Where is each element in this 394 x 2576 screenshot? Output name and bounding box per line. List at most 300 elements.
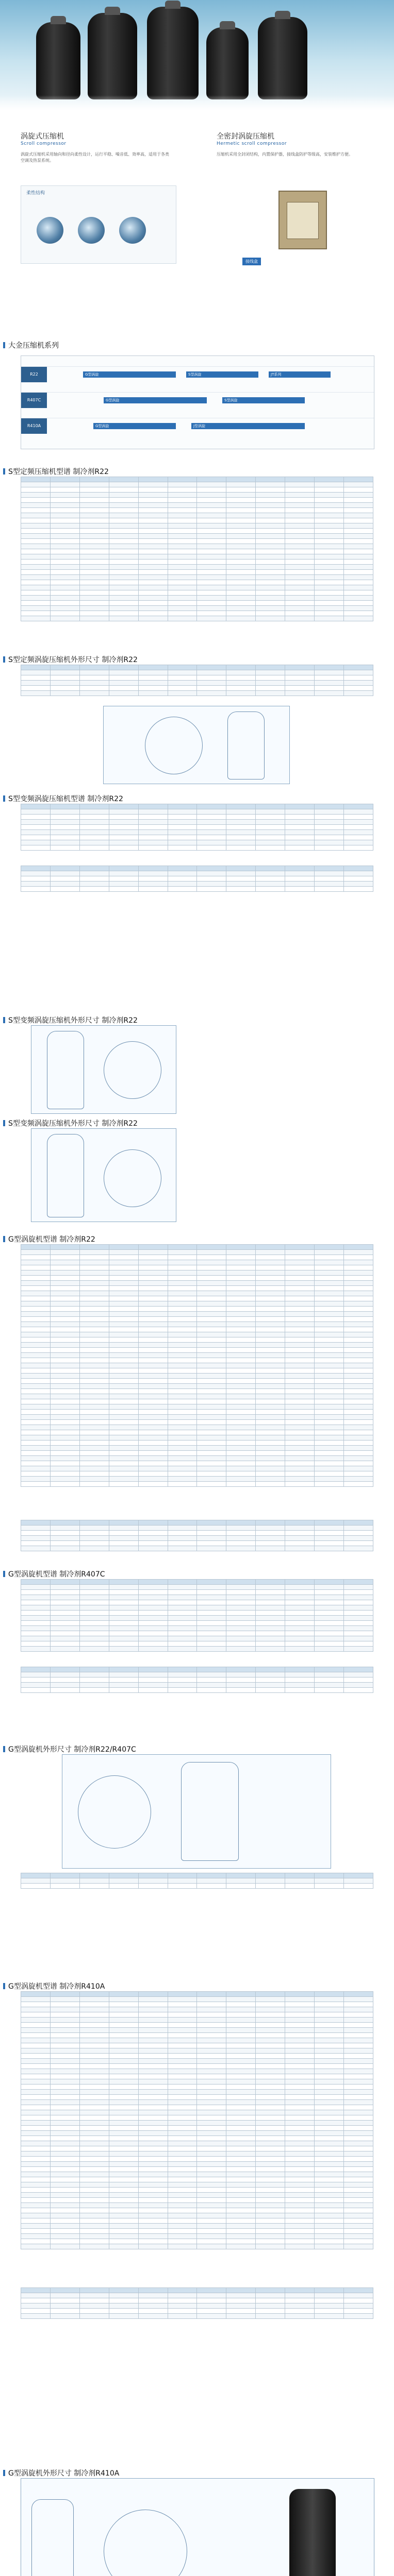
- scroll-disc-image: [78, 217, 105, 244]
- table-cell: [168, 675, 197, 681]
- table-cell: [50, 2059, 79, 2064]
- table-cell: [138, 887, 168, 892]
- table-cell: [79, 681, 109, 686]
- table-cell: [226, 2038, 256, 2043]
- table-cell: [285, 670, 315, 675]
- table-cell: [168, 1531, 197, 1536]
- table-cell: [21, 882, 51, 887]
- table-cell: [138, 534, 168, 539]
- table-cell: [109, 2177, 138, 2182]
- table-cell: [343, 2043, 373, 2048]
- table-cell: [197, 2293, 226, 2298]
- table-cell: [343, 1683, 373, 1688]
- table-cell: [168, 487, 197, 493]
- table-cell: [79, 845, 109, 851]
- table-cell: [168, 2110, 197, 2115]
- table-cell: [256, 1616, 285, 1621]
- table-cell: [197, 2203, 226, 2208]
- table-cell: [343, 1281, 373, 1286]
- table-cell: [109, 1992, 138, 1997]
- table-cell: [226, 1281, 256, 1286]
- table-cell: [226, 1265, 256, 1270]
- table-cell: [343, 2105, 373, 2110]
- table-cell: [79, 2110, 109, 2115]
- table-cell: [197, 1296, 226, 1301]
- table-cell: [79, 1389, 109, 1394]
- table-cell: [343, 1580, 373, 1585]
- table-row: [21, 675, 373, 681]
- table-cell: [50, 2136, 79, 2141]
- table-cell: [109, 2121, 138, 2126]
- table-cell: [285, 820, 315, 825]
- table-row: [21, 686, 373, 691]
- table-cell: [109, 2198, 138, 2203]
- table-cell: [109, 534, 138, 539]
- table-cell: [256, 580, 285, 585]
- table-cell: [109, 1260, 138, 1265]
- table-cell: [197, 1379, 226, 1384]
- table-row: [21, 2095, 373, 2100]
- table-cell: [168, 616, 197, 621]
- table-cell: [226, 1348, 256, 1353]
- table-cell: [315, 1394, 344, 1399]
- table-cell: [138, 1585, 168, 1590]
- table-cell: [285, 2167, 315, 2172]
- table-cell: [315, 1327, 344, 1332]
- table-cell: [50, 2069, 79, 2074]
- table-cell: [21, 2012, 51, 2018]
- table-cell: [138, 2043, 168, 2048]
- table-cell: [256, 871, 285, 876]
- table-cell: [168, 1374, 197, 1379]
- table-cell: [21, 665, 51, 670]
- table-cell: [343, 1410, 373, 1415]
- table-cell: [50, 1546, 79, 1551]
- table-cell: [138, 2288, 168, 2293]
- table-cell: [226, 2177, 256, 2182]
- table-cell: [315, 1410, 344, 1415]
- table-cell: [285, 2203, 315, 2208]
- table-cell: [285, 1446, 315, 1451]
- table-row: [21, 1641, 373, 1647]
- table-cell: [138, 691, 168, 696]
- table-cell: [168, 1291, 197, 1296]
- table-cell: [79, 1301, 109, 1307]
- table-cell: [315, 565, 344, 570]
- table-cell: [21, 585, 51, 590]
- table-cell: [285, 1317, 315, 1322]
- table-cell: [256, 2208, 285, 2213]
- table-cell: [197, 549, 226, 554]
- section-title: G型涡旋机型谱 制冷剂R22: [0, 1234, 95, 1244]
- table-cell: [168, 887, 197, 892]
- table-cell: [315, 2203, 344, 2208]
- table-cell: [109, 1631, 138, 1636]
- table-cell: [315, 1281, 344, 1286]
- table-cell: [50, 1255, 79, 1260]
- table-cell: [256, 596, 285, 601]
- table-cell: [315, 1626, 344, 1631]
- table-cell: [79, 1363, 109, 1368]
- table-cell: [285, 1456, 315, 1461]
- table-cell: [226, 2303, 256, 2309]
- table-row: [21, 1389, 373, 1394]
- table-cell: [226, 882, 256, 887]
- table-cell: [197, 1884, 226, 1889]
- table-cell: [109, 1425, 138, 1430]
- table-cell: [168, 815, 197, 820]
- table-cell: [21, 2007, 51, 2012]
- table-cell: [315, 2314, 344, 2319]
- table-cell: [138, 1281, 168, 1286]
- table-cell: [168, 1358, 197, 1363]
- table-cell: [168, 482, 197, 487]
- table-cell: [343, 1611, 373, 1616]
- table-row: [21, 1348, 373, 1353]
- table-cell: [285, 565, 315, 570]
- table-cell: [256, 565, 285, 570]
- table-cell: [285, 1616, 315, 1621]
- table-cell: [79, 503, 109, 508]
- table-cell: [315, 2229, 344, 2234]
- table-cell: [343, 2069, 373, 2074]
- table-cell: [315, 1270, 344, 1276]
- table-cell: [21, 1884, 51, 1889]
- table-cell: [168, 2090, 197, 2095]
- table-cell: [256, 670, 285, 675]
- table-cell: [315, 2167, 344, 2172]
- table-cell: [285, 1466, 315, 1471]
- section-title: S型变频涡旋压缩机外形尺寸 制冷剂R22: [0, 1015, 138, 1025]
- table-cell: [138, 1270, 168, 1276]
- table-cell: [285, 2188, 315, 2193]
- table-cell: [79, 1399, 109, 1404]
- table-cell: [197, 1348, 226, 1353]
- table-cell: [285, 1440, 315, 1446]
- table-cell: [315, 2121, 344, 2126]
- table-cell: [79, 2234, 109, 2239]
- table-cell: [50, 2100, 79, 2105]
- table-cell: [79, 2218, 109, 2224]
- table-cell: [109, 1410, 138, 1415]
- table-cell: [343, 616, 373, 621]
- table-cell: [197, 2198, 226, 2203]
- table-cell: [226, 1471, 256, 1477]
- table-row: [21, 1997, 373, 2002]
- table-cell: [138, 665, 168, 670]
- table-cell: [256, 2151, 285, 2157]
- table-cell: [226, 1590, 256, 1595]
- table-cell: [315, 1621, 344, 1626]
- table-cell: [197, 1520, 226, 1526]
- table-cell: [256, 2239, 285, 2244]
- table-cell: [315, 2288, 344, 2293]
- table-cell: [109, 2303, 138, 2309]
- table-cell: [315, 1250, 344, 1255]
- table-cell: [79, 1471, 109, 1477]
- table-cell: [138, 1410, 168, 1415]
- table-cell: [315, 1301, 344, 1307]
- table-cell: [79, 1317, 109, 1322]
- table-cell: [21, 1461, 51, 1466]
- table-cell: [285, 1482, 315, 1487]
- table-cell: [79, 1348, 109, 1353]
- table-row: [21, 887, 373, 892]
- table-cell: [197, 1456, 226, 1461]
- table-cell: [226, 670, 256, 675]
- table-cell: [109, 2182, 138, 2188]
- table-cell: [168, 2100, 197, 2105]
- table-row: [21, 1600, 373, 1605]
- table-cell: [343, 1420, 373, 1425]
- table-cell: [285, 1245, 315, 1250]
- table-cell: [226, 1435, 256, 1440]
- table-cell: [168, 1410, 197, 1415]
- table-cell: [343, 477, 373, 482]
- table-row: [21, 2177, 373, 2182]
- table-cell: [285, 596, 315, 601]
- table-cell: [315, 2208, 344, 2213]
- table-cell: [226, 840, 256, 845]
- table-cell: [109, 1541, 138, 1546]
- table-cell: [79, 665, 109, 670]
- dimension-drawing: [31, 1025, 176, 1114]
- table-cell: [109, 2059, 138, 2064]
- table-cell: [168, 2213, 197, 2218]
- table-cell: [21, 513, 51, 518]
- table-cell: [226, 503, 256, 508]
- table-cell: [256, 2090, 285, 2095]
- table-cell: [226, 477, 256, 482]
- table-cell: [168, 518, 197, 523]
- table-cell: [50, 804, 79, 809]
- table-cell: [343, 1616, 373, 1621]
- table-cell: [21, 1520, 51, 1526]
- table-cell: [197, 2288, 226, 2293]
- table-cell: [315, 1466, 344, 1471]
- table-cell: [315, 1425, 344, 1430]
- table-cell: [343, 2182, 373, 2188]
- table-cell: [343, 1425, 373, 1430]
- table-cell: [256, 1466, 285, 1471]
- table-cell: [79, 2069, 109, 2074]
- table-cell: [256, 2069, 285, 2074]
- table-row: [21, 2151, 373, 2157]
- table-cell: [168, 2121, 197, 2126]
- table-cell: [315, 2293, 344, 2298]
- table-cell: [79, 2033, 109, 2038]
- table-cell: [285, 2229, 315, 2234]
- table-cell: [315, 554, 344, 560]
- table-cell: [79, 1312, 109, 1317]
- table-cell: [197, 1317, 226, 1322]
- table-cell: [197, 575, 226, 580]
- table-cell: [197, 1667, 226, 1672]
- table-cell: [343, 2203, 373, 2208]
- table-cell: [79, 1446, 109, 1451]
- table-cell: [315, 1992, 344, 1997]
- table-cell: [343, 876, 373, 882]
- table-cell: [315, 835, 344, 840]
- table-cell: [50, 2224, 79, 2229]
- table-cell: [109, 1384, 138, 1389]
- table-cell: [285, 2141, 315, 2146]
- table-cell: [109, 2244, 138, 2249]
- table-cell: [315, 1276, 344, 1281]
- table-cell: [315, 2303, 344, 2309]
- table-cell: [50, 1368, 79, 1374]
- table-cell: [21, 1611, 51, 1616]
- table-cell: [285, 1312, 315, 1317]
- table-cell: [256, 1312, 285, 1317]
- table-cell: [256, 487, 285, 493]
- table-cell: [343, 1276, 373, 1281]
- table-cell: [285, 1605, 315, 1611]
- table-cell: [343, 1250, 373, 1255]
- table-cell: [168, 508, 197, 513]
- table-cell: [343, 2229, 373, 2234]
- table-cell: [138, 611, 168, 616]
- table-cell: [79, 523, 109, 529]
- table-cell: [226, 2048, 256, 2054]
- table-cell: [168, 2208, 197, 2213]
- table-cell: [226, 2213, 256, 2218]
- table-cell: [315, 1616, 344, 1621]
- spec-table: [21, 1991, 373, 2249]
- table-cell: [256, 887, 285, 892]
- table-cell: [168, 549, 197, 554]
- table-cell: [79, 1374, 109, 1379]
- table-cell: [21, 1374, 51, 1379]
- table-cell: [226, 691, 256, 696]
- table-cell: [168, 1332, 197, 1337]
- table-cell: [50, 1647, 79, 1652]
- table-cell: [50, 675, 79, 681]
- table-cell: [197, 1631, 226, 1636]
- table-cell: [315, 1245, 344, 1250]
- table-cell: [256, 1286, 285, 1291]
- table-cell: [168, 1526, 197, 1531]
- table-cell: [21, 611, 51, 616]
- table-cell: [285, 2069, 315, 2074]
- table-cell: [21, 1250, 51, 1255]
- matrix-row: R22 G型涡旋 S型涡旋 JT系列: [21, 366, 374, 382]
- table-cell: [197, 845, 226, 851]
- table-cell: [197, 1276, 226, 1281]
- table-cell: [256, 1585, 285, 1590]
- table-cell: [168, 2293, 197, 2298]
- table-cell: [50, 1873, 79, 1878]
- table-cell: [226, 1420, 256, 1425]
- table-cell: [197, 1281, 226, 1286]
- table-cell: [226, 825, 256, 830]
- table-cell: [256, 2002, 285, 2007]
- table-cell: [168, 2309, 197, 2314]
- table-cell: [50, 1482, 79, 1487]
- table-cell: [315, 2048, 344, 2054]
- table-cell: [226, 2172, 256, 2177]
- table-cell: [21, 1296, 51, 1301]
- table-cell: [256, 2126, 285, 2131]
- table-cell: [138, 2309, 168, 2314]
- table-cell: [168, 560, 197, 565]
- table-cell: [285, 482, 315, 487]
- table-cell: [343, 1291, 373, 1296]
- table-cell: [109, 1482, 138, 1487]
- table-cell: [50, 2218, 79, 2224]
- table-cell: [50, 1404, 79, 1410]
- table-cell: [50, 1461, 79, 1466]
- table-cell: [50, 1337, 79, 1343]
- table-cell: [226, 2018, 256, 2023]
- table-cell: [50, 1358, 79, 1363]
- table-cell: [256, 1605, 285, 1611]
- table-cell: [79, 2115, 109, 2121]
- table-cell: [315, 1636, 344, 1641]
- table-cell: [21, 2208, 51, 2213]
- table-cell: [343, 1260, 373, 1265]
- table-cell: [79, 534, 109, 539]
- table-cell: [21, 1389, 51, 1394]
- table-cell: [226, 1626, 256, 1631]
- table-cell: [256, 585, 285, 590]
- table-cell: [343, 1399, 373, 1404]
- table-cell: [168, 2002, 197, 2007]
- table-cell: [79, 1281, 109, 1286]
- table-cell: [315, 1332, 344, 1337]
- table-cell: [285, 2172, 315, 2177]
- table-cell: [168, 1631, 197, 1636]
- table-cell: [109, 2239, 138, 2244]
- table-cell: [285, 580, 315, 585]
- table-cell: [21, 2136, 51, 2141]
- table-cell: [285, 1435, 315, 1440]
- table-cell: [197, 596, 226, 601]
- table-cell: [168, 498, 197, 503]
- table-cell: [285, 2064, 315, 2069]
- table-cell: [343, 2090, 373, 2095]
- table-cell: [256, 1276, 285, 1281]
- table-cell: [285, 1672, 315, 1677]
- table-cell: [21, 2224, 51, 2229]
- table-cell: [343, 2033, 373, 2038]
- table-cell: [226, 2121, 256, 2126]
- table-cell: [285, 815, 315, 820]
- table-cell: [168, 1611, 197, 1616]
- table-cell: [285, 665, 315, 670]
- table-cell: [197, 2095, 226, 2100]
- table-cell: [256, 2121, 285, 2126]
- table-cell: [285, 1611, 315, 1616]
- table-cell: [109, 1616, 138, 1621]
- table-cell: [21, 871, 51, 876]
- table-cell: [138, 830, 168, 835]
- table-cell: [21, 1878, 51, 1884]
- table-cell: [226, 1667, 256, 1672]
- table-cell: [79, 1878, 109, 1884]
- table-row: [21, 2018, 373, 2023]
- table-row: [21, 1420, 373, 1425]
- table-cell: [168, 585, 197, 590]
- table-cell: [285, 2100, 315, 2105]
- table-cell: [50, 2314, 79, 2319]
- table-cell: [21, 2288, 51, 2293]
- table-cell: [109, 2048, 138, 2054]
- table-cell: [138, 1394, 168, 1399]
- table-cell: [109, 2100, 138, 2105]
- table-cell: [79, 1621, 109, 1626]
- table-cell: [226, 665, 256, 670]
